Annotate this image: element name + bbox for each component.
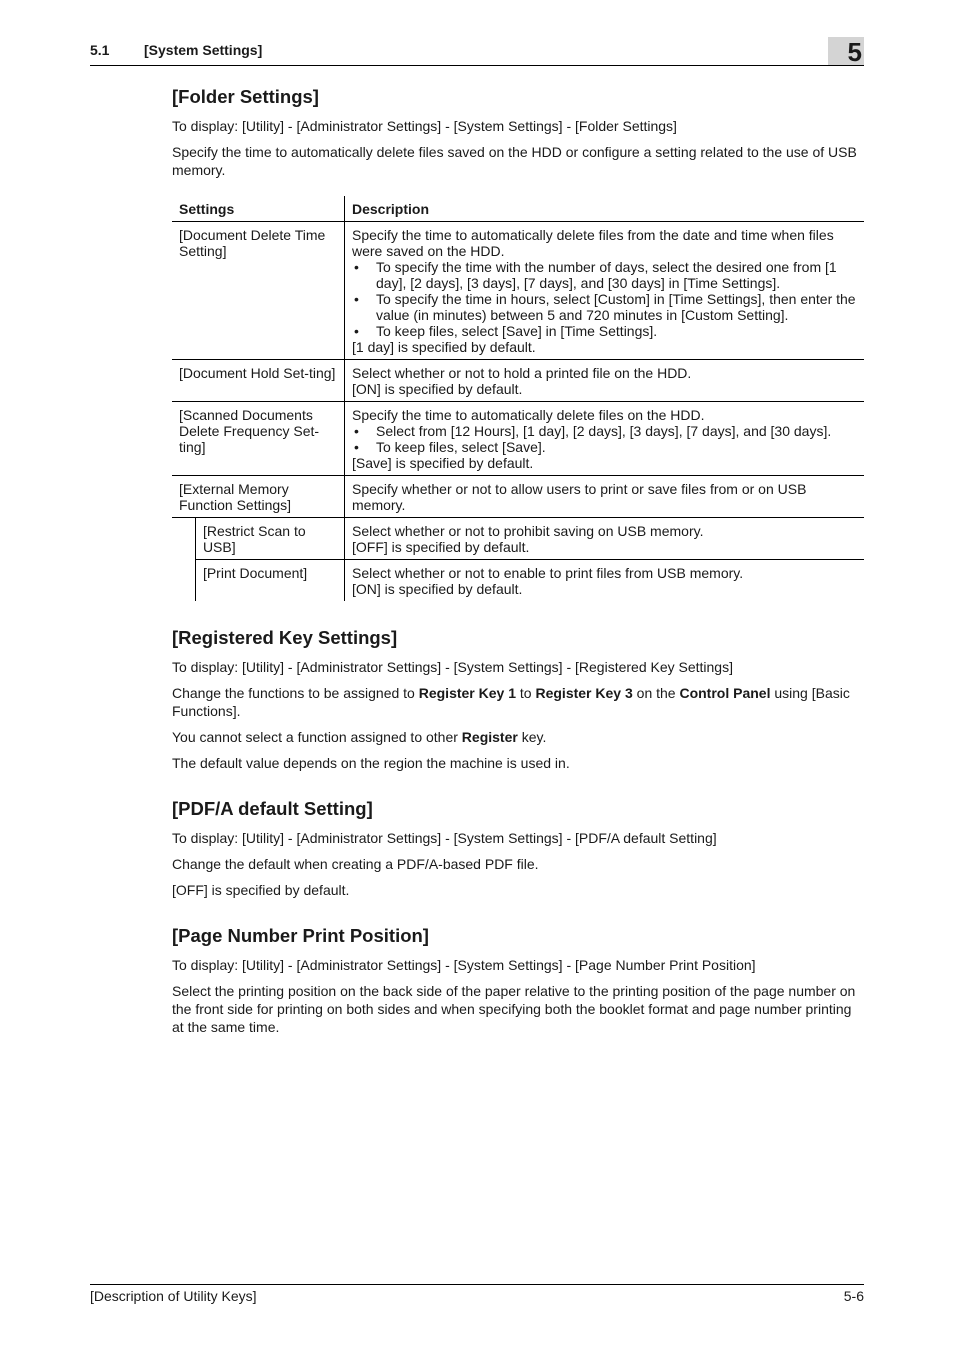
description-text: Specify the time to automatically delete files from the date and time when files were saved on the HDD. [352, 227, 834, 259]
bullet-item: • To keep files, select [Save] in [Time Settings]. [354, 323, 658, 339]
default-note: [OFF] is specified by default. [352, 539, 530, 555]
page-content [172, 86, 864, 1062]
setting-cell: [External Memory Function Settings] [172, 476, 345, 518]
description-text: Specify the time to automatically delete files on the HDD. [352, 407, 705, 423]
default-note: [1 day] is specified by default. [352, 339, 536, 355]
setting-cell: [Document Hold Set-ting] [172, 360, 345, 402]
description-cell [345, 222, 865, 360]
table-row [172, 560, 864, 602]
description-column-header: Description [345, 196, 865, 222]
table-header-row [172, 196, 864, 222]
description-cell [345, 518, 865, 560]
chapter-badge: 5 [828, 37, 864, 65]
pdfa-heading: [PDF/A default Setting] [172, 798, 373, 819]
description-cell [345, 360, 865, 402]
registered-key-heading: [Registered Key Settings] [172, 627, 398, 648]
page-number-path: To display: [Utility] - [Administrator Settings] - [System Settings] - [Page Number Print Position] [172, 957, 756, 973]
description-cell [345, 560, 865, 602]
description-cell: Specify whether or not to allow users to print or save files from or on USB memory. [345, 476, 865, 518]
indent-cell [172, 518, 195, 602]
folder-settings-path: To display: [Utility] - [Administrator Settings] - [System Settings] - [Folder Settings] [172, 118, 677, 134]
description-text: Select whether or not to hold a printed file on the HDD. [352, 365, 692, 381]
footer-title: [Description of Utility Keys] [90, 1288, 257, 1304]
table-row [172, 222, 864, 360]
folder-settings-table [172, 196, 864, 601]
table-row [172, 476, 864, 518]
default-note: [Save] is specified by default. [352, 455, 534, 471]
section-number: 5.1 [90, 42, 110, 58]
description-text: Select whether or not to prohibit saving on USB memory. [352, 523, 704, 539]
setting-cell: [Print Document] [195, 560, 344, 602]
registered-key-section [172, 627, 864, 772]
folder-settings-intro: Specify the time to automatically delete files saved on the HDD or configure a setting related to the use of USB memory. [172, 144, 857, 178]
page-number-heading: [Page Number Print Position] [172, 925, 429, 946]
bullet-text: To keep files, select [Save] in [Time Settings]. [376, 323, 658, 339]
setting-cell: [Document Delete Time Setting] [172, 222, 345, 360]
bullet-item: • Select from [12 Hours], [1 day], [2 days], [3 days], [7 days], and [30 days]. [354, 423, 832, 439]
pdfa-path: To display: [Utility] - [Administrator Settings] - [System Settings] - [PDF/A default Setting] [172, 830, 717, 846]
table-row [172, 518, 864, 560]
description-text: Select whether or not to enable to print files from USB memory. [352, 565, 744, 581]
registered-key-path: To display: [Utility] - [Administrator Settings] - [System Settings] - [Registered Key Settings] [172, 659, 733, 675]
description-cell [345, 402, 865, 476]
page-number-p1: Select the printing position on the back side of the paper relative to the printing position of the page number on the front side for printing on both sides and when specifying both the booklet format and page number printing at the same time. [172, 983, 856, 1035]
bullet-text: To specify the time with the number of days, select the desired one from [1 day], [2 days], [3 days], [7 days], and [30 days] in [Time Settings]. [376, 259, 837, 291]
default-note: [ON] is specified by default. [352, 381, 523, 397]
setting-cell: [Restrict Scan to USB] [195, 518, 344, 560]
registered-key-p3: The default value depends on the region the machine is used in. [172, 755, 570, 771]
bullet-text: To specify the time in hours, select [Custom] in [Time Settings], then enter the value (in minutes) between 5 and 720 minutes in [Custom Setting]. [376, 291, 856, 323]
bullet-text: To keep files, select [Save]. [376, 439, 546, 455]
page-footer [90, 1284, 864, 1304]
page-number-section [172, 925, 864, 1036]
pdfa-section [172, 798, 864, 899]
folder-settings-section [172, 86, 864, 601]
bullet-item: • To keep files, select [Save]. [354, 439, 546, 455]
page-number: 5-6 [843, 1288, 864, 1304]
default-note: [ON] is specified by default. [352, 581, 523, 597]
folder-settings-heading: [Folder Settings] [172, 86, 319, 107]
page-header [90, 37, 864, 67]
registered-key-p1: Change the functions to be assigned to Register Key 1 to Register Key 3 on the Control Panel using [Basic Functions]. [172, 685, 850, 719]
pdfa-p2: [OFF] is specified by default. [172, 882, 350, 898]
bullet-item: • To specify the time with the number of days, select the desired one from [1 day], [2 days], [3 days], [7 days], and [30 days] in [Time Settings]. [352, 259, 857, 291]
setting-cell: [Scanned Documents Delete Frequency Set-ting] [172, 402, 345, 476]
pdfa-p1: Change the default when creating a PDF/A-based PDF file. [172, 856, 539, 872]
settings-column-header: Settings [172, 196, 345, 222]
section-title: [System Settings] [144, 42, 263, 58]
registered-key-p2: You cannot select a function assigned to other Register key. [172, 729, 547, 745]
table-row [172, 360, 864, 402]
bullet-text: Select from [12 Hours], [1 day], [2 days], [3 days], [7 days], and [30 days]. [376, 423, 832, 439]
bullet-item: • To specify the time in hours, select [Custom] in [Time Settings], then enter the value (in minutes) between 5 and 720 minutes in [Custom Setting]. [354, 291, 856, 323]
table-row [172, 402, 864, 476]
